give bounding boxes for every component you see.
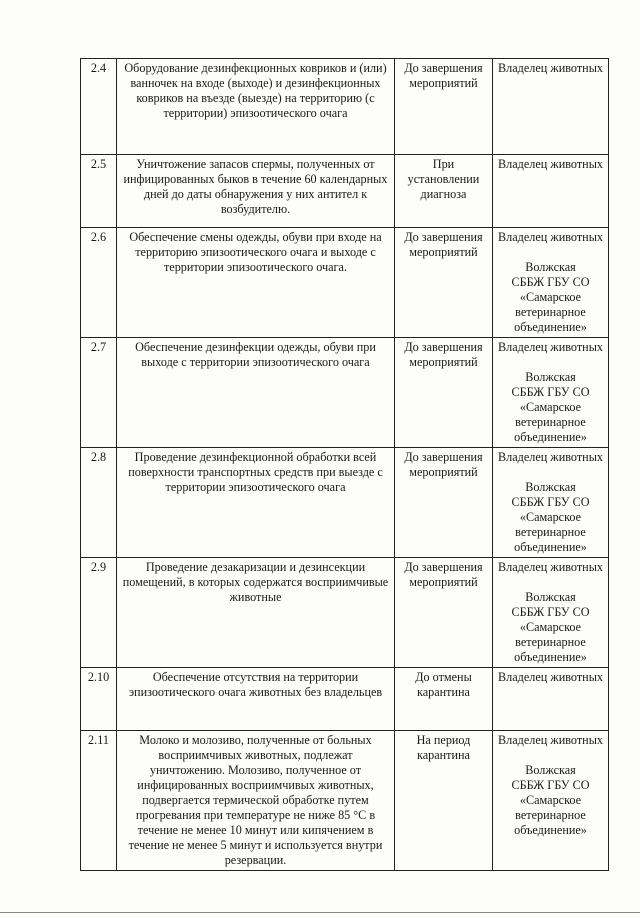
table-row bbox=[81, 155, 609, 228]
row-responsible bbox=[493, 448, 609, 558]
table-row bbox=[81, 338, 609, 448]
row-responsible bbox=[493, 731, 609, 871]
responsible-secondary: Волжская СББЖ ГБУ СО «Самарское ветеринарное объединение» bbox=[511, 370, 590, 444]
row-action: Обеспечение смены одежды, обуви при входе на территорию эпизоотического очага и выходе с территории эпизоотического очага. bbox=[117, 228, 395, 338]
row-number: 2.6 bbox=[81, 228, 117, 338]
row-responsible bbox=[493, 338, 609, 448]
row-term: До завершения мероприятий bbox=[395, 448, 493, 558]
row-term: При установлении диагноза bbox=[395, 155, 493, 228]
responsible-secondary: Волжская СББЖ ГБУ СО «Самарское ветеринарное объединение» bbox=[511, 260, 590, 334]
row-number: 2.8 bbox=[81, 448, 117, 558]
row-responsible bbox=[493, 558, 609, 668]
page-bottom-edge bbox=[0, 912, 640, 913]
table-row bbox=[81, 731, 609, 871]
row-term: До завершения мероприятий bbox=[395, 338, 493, 448]
row-term: До завершения мероприятий bbox=[395, 558, 493, 668]
row-number: 2.11 bbox=[81, 731, 117, 871]
row-responsible bbox=[493, 59, 609, 155]
table-row bbox=[81, 668, 609, 731]
row-term: До завершения мероприятий bbox=[395, 59, 493, 155]
table-row bbox=[81, 558, 609, 668]
row-number: 2.9 bbox=[81, 558, 117, 668]
measures-table bbox=[80, 58, 609, 871]
responsible-primary: Владелец животных bbox=[498, 670, 603, 684]
row-action: Молоко и молозиво, полученные от больных восприимчивых животных, подлежат уничтожению. Молозиво, полученное от инфицированных восприимчивых животных, подвергается термической обработке путем прогревания при температуре не ниже 85 °C в течение не менее 10 минут или кипячением в течение не менее 5 минут и используется внутри резервации. bbox=[117, 731, 395, 871]
table-row bbox=[81, 228, 609, 338]
row-number: 2.7 bbox=[81, 338, 117, 448]
row-responsible bbox=[493, 155, 609, 228]
row-term: До отмены карантина bbox=[395, 668, 493, 731]
row-action: Проведение дезакаризации и дезинсекции помещений, в которых содержатся восприимчивые животные bbox=[117, 558, 395, 668]
row-action: Уничтожение запасов спермы, полученных от инфицированных быков в течение 60 календарных дней до даты обнаружения у них антител к возбудителю. bbox=[117, 155, 395, 228]
row-action: Обеспечение отсутствия на территории эпизоотического очага животных без владельцев bbox=[117, 668, 395, 731]
responsible-primary: Владелец животных bbox=[498, 61, 603, 75]
responsible-primary: Владелец животных bbox=[498, 157, 603, 171]
row-term: До завершения мероприятий bbox=[395, 228, 493, 338]
row-number: 2.5 bbox=[81, 155, 117, 228]
responsible-secondary: Волжская СББЖ ГБУ СО «Самарское ветеринарное объединение» bbox=[511, 590, 590, 664]
responsible-primary: Владелец животных bbox=[498, 733, 603, 747]
table-row bbox=[81, 59, 609, 155]
responsible-secondary: Волжская СББЖ ГБУ СО «Самарское ветеринарное объединение» bbox=[511, 480, 590, 554]
responsible-secondary: Волжская СББЖ ГБУ СО «Самарское ветеринарное объединение» bbox=[511, 763, 590, 837]
responsible-primary: Владелец животных bbox=[498, 340, 603, 354]
row-term: На период карантина bbox=[395, 731, 493, 871]
row-action: Обеспечение дезинфекции одежды, обуви при выходе с территории эпизоотического очага bbox=[117, 338, 395, 448]
row-responsible bbox=[493, 668, 609, 731]
row-number: 2.10 bbox=[81, 668, 117, 731]
table-row bbox=[81, 448, 609, 558]
responsible-primary: Владелец животных bbox=[498, 230, 603, 244]
row-action: Оборудование дезинфекционных ковриков и (или) ванночек на входе (выходе) и дезинфекционных ковриков на въезде (выезде) на территорию (с территории) эпизоотического очага bbox=[117, 59, 395, 155]
row-action: Проведение дезинфекционной обработки всей поверхности транспортных средств при выезде с территории эпизоотического очага bbox=[117, 448, 395, 558]
responsible-primary: Владелец животных bbox=[498, 560, 603, 574]
row-number: 2.4 bbox=[81, 59, 117, 155]
responsible-primary: Владелец животных bbox=[498, 450, 603, 464]
row-responsible bbox=[493, 228, 609, 338]
